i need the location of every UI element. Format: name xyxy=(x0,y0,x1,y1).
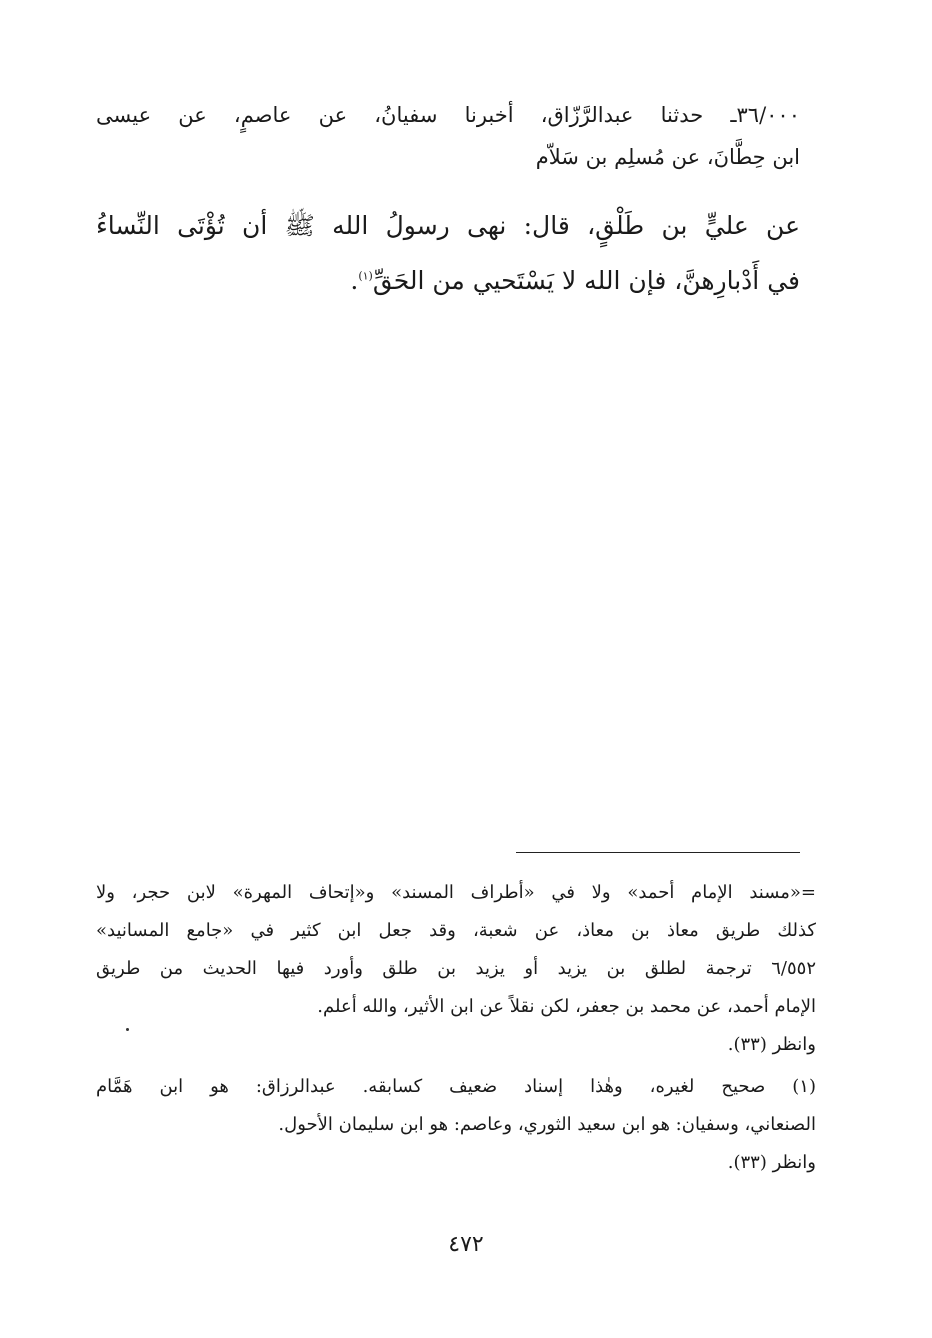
scan-speck xyxy=(126,1028,129,1031)
matn-line-last xyxy=(96,253,800,308)
footnote-line: وانظر (٣٣). xyxy=(727,1034,816,1055)
footnote-separator xyxy=(516,852,800,853)
footnote-line: الإمام أحمد، عن محمد بن جعفر، لكن نقلاً عن ابن الأثير، والله أعلم. xyxy=(317,996,816,1017)
footnote-line: كذلك طريق معاذ بن معاذ، عن شعبة، وقد جعل ابن كثير في «جامع المسانيد» xyxy=(96,920,816,941)
footnote-line: ٦/٥٥٢ ترجمة لطلق بن يزيد أو يزيد بن طلق وأورد فيها الحديث من طريق xyxy=(96,958,816,979)
isnad-line: ابن حِطَّانَ، عن مُسلِم بن سَلاّم xyxy=(535,145,800,169)
hadith-matn xyxy=(96,198,800,308)
footnote-marker[interactable]: (١) xyxy=(358,269,373,283)
page-number: ٤٧٢ xyxy=(448,1232,484,1257)
footnotes-section xyxy=(96,874,816,1186)
matn-line: عن عليٍّ بن طَلْقٍ، قال: نهى رسولُ الله ﷺ أن تُؤْتَى النِّساءُ xyxy=(96,211,800,240)
hadith-isnad xyxy=(96,94,800,178)
footnote-continuation xyxy=(96,874,816,1064)
isnad-line: ٣٦/٠٠٠ـ حدثنا عبدالرَّزّاق، أخبرنا سفيانُ، عن عاصمٍ، عن عيسى xyxy=(96,103,800,127)
matn-text: في أَدْبارِهنَّ، فإن الله لا يَسْتَحيي من الحَقِّ xyxy=(372,266,800,295)
footnote-line: وانظر (٣٣). xyxy=(727,1152,816,1173)
footnote-line: (١) صحيح لغيره، وهٰذا إسناد ضعيف كسابقه. عبدالرزاق: هو ابن هَمَّام xyxy=(96,1076,816,1097)
footnote-1 xyxy=(96,1068,816,1182)
matn-end: . xyxy=(350,266,359,295)
footnote-line: =«مسند الإمام أحمد» ولا في «أطراف المسند» و«إتحاف المهرة» لابن حجر، ولا xyxy=(96,882,816,903)
footnote-line: الصنعاني، وسفيان: هو ابن سعيد الثوري، وعاصم: هو ابن سليمان الأحول. xyxy=(278,1114,816,1135)
